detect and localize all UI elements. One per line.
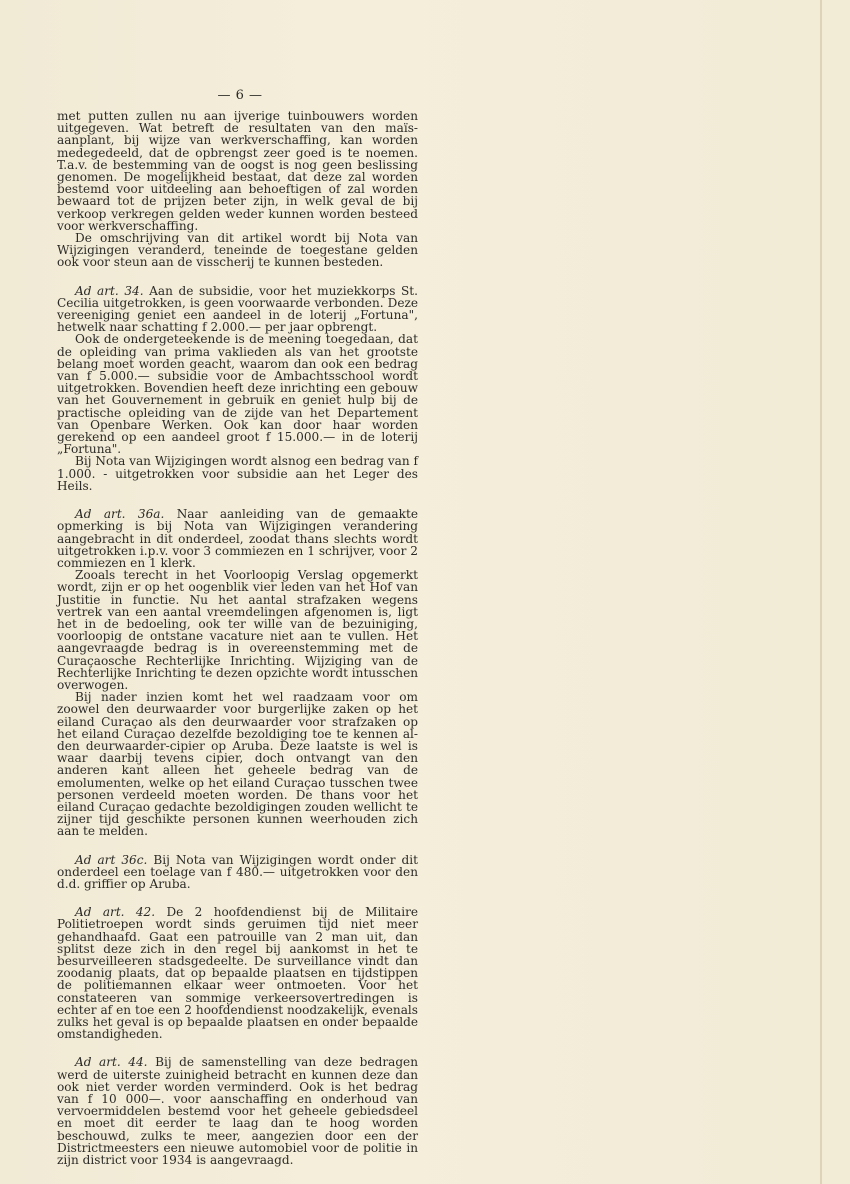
article-reference: Ad art. 34. (75, 283, 144, 298)
article-reference: Ad art. 36a. (75, 507, 165, 522)
paragraph-text: Bij de samenstelling van deze bedragen werd de uiterste zuinigheid betracht en kunnen deze dan ook niet verder worden verminderd. Ook is het bedrag van f 10 000—. voor aanschaffing en onderhoud van vervoermiddelen bestemd voor het geheele gebiedsdeel en moet dit eerder te laag dan te hoog worden beschouwd, zulks te meer, aangezien door een der Districtmeesters een nieuwe automobiel voor de politie in zijn district voor 1934 is aangevraagd. (57, 1055, 419, 1168)
paragraph: Bij nader inzien komt het wel raadzaam voor om zoowel den deurwaarder voor burgerlijke zaken op het eiland Curaçao als den deurwaarder voor strafzaken op het eiland Curaçao dezelfde bezoldiging toe te kennen al- den deurwaarder-cipier op Aruba. Deze laatste is wel is waar daarbij tevens cipier, doch ontvangt van den anderen kant alleen het geheele bedrag van de emolumenten, welke op het eiland Curaçao tusschen twee personen verdeeld moeten worden. De thans voor het eiland Curaçao gedachte bezoldigingen zouden wellicht te zijner tijd geschikte personen kunnen weerhouden zich aan te melden. (57, 690, 418, 839)
paragraph: Zooals terecht in het Voorloopig Verslag opgemerkt wordt, zijn er op het oogenblik vier leden van het Hof van Justitie in functie. Nu het aantal strafzaken wegens vertrek van een aantal vreemdelingen afgenomen is, ligt het in de bedoeling, ook ter wille van de bezuiniging, voorloopig de ontstane vacature niet aan te vullen. Het aangevraagde bedrag is in overeenstemming met de Curaçaosche Rechterlijke Inrichting. Wijziging van de Rechterlijke Inrichting te dezen opzichte wordt intusschen overwogen. (57, 568, 419, 692)
paragraph-ad-art-34 (57, 285, 418, 334)
article-reference: Ad art 36c. (75, 852, 148, 867)
paragraph-text: De 2 hoofdendienst bij de Militaire Politietroepen wordt sinds geruimen tijd niet meer gehandhaafd. Gaat een patrouille van 2 man uit, dan splitst deze zich in den regel bij aankomst in het te besurveilleeren stadsgedeelte. De surveillance vindt dan zoodanig plaats, dat op bepaalde plaatsen en tijdstippen de politiemannen elkaar weer ontmoeten. Voor het constateeren van sommige verkeersovertredingen is echter af en toe een 2 hoofdendienst noodzakelijk, evenals zulks het geval is op bepaalde plaatsen en onder bepaalde omstandigheden. (57, 905, 419, 1042)
paragraph: Ook de ondergeteekende is de meening toegedaan, dat de opleiding van prima vaklieden als van het grootste belang moet worden geacht, waarom dan ook een bedrag van f 5.000.— subsidie voor de Ambachtsschool wordt uitgetrokken. Bovendien heeft deze inrichting een gebouw van het Gouvernement in gebruik en geniet hulp bij de practische opleiding van de zijde van het Departement van Openbare Werken. Ook kan door haar worden gerekend op een aandeel groot f 15.000.— in de loterij „Fortuna". (57, 332, 418, 457)
page-fold-line (820, 0, 822, 1184)
article-reference: Ad art. 42. (75, 905, 156, 920)
paragraph: De omschrijving van dit artikel wordt bij Nota van Wijzigingen veranderd, teneinde de toegestane gelden ook voor steun aan de visscherij te kunnen besteden. (57, 231, 418, 270)
paragraph-text: Naar aanleiding van de gemaakte opmerking is bij Nota van Wijzigingen verandering aangebracht in dit onderdeel, zoodat thans slechts wordt uitgetrokken i.p.v. voor 3 commiezen en 1 schrijver, voor 2 commiezen en 1 klerk. (57, 507, 418, 570)
paragraph-ad-art-36c (57, 854, 418, 891)
paragraph-ad-art-36a (57, 508, 418, 569)
paragraph-ad-art-42 (57, 906, 418, 1040)
paragraph-text: Aan de subsidie, voor het muziekkorps St. Cecilia uitgetrokken, is geen voorwaarde verbonden. Deze vereeniging geniet een aandeel in de loterij „Fortuna", hetwelk naar schatting f 2.000.— per jaar opbrengt. (57, 283, 418, 335)
paragraph-text: Bij Nota van Wijzigingen wordt onder dit onderdeel een toelage van f 480.— uitgetrokken voor den d.d. griffier op Aruba. (57, 852, 418, 891)
page-number: — 6 — (217, 88, 263, 103)
article-reference: Ad art. 44. (75, 1055, 148, 1070)
document-body (57, 110, 418, 1166)
paragraph-ad-art-44 (57, 1056, 418, 1166)
paragraph: met putten zullen nu aan ijverige tuinbouwers worden uitgegeven. Wat betreft de resultaten van den maïs-aanplant, bij wijze van werkverschaffing, kan worden medegedeeld, dat de opbrengst zeer goed is te noemen. T.a.v. de bestemming van de oogst is nog geen beslissing genomen. De mogelijkheid bestaat, dat deze zal worden bestemd voor uitdeeling aan behoeftigen of zal worden bewaard tot de prijzen beter zijn, in welk geval de bij verkoop verkregen gelden weder kunnen worden besteed voor werkverschaffing. (57, 109, 418, 233)
paragraph: Bij Nota van Wijzigingen wordt alsnog een bedrag van f 1.000. - uitgetrokken voor subsidie aan het Leger des Heils. (57, 454, 418, 493)
